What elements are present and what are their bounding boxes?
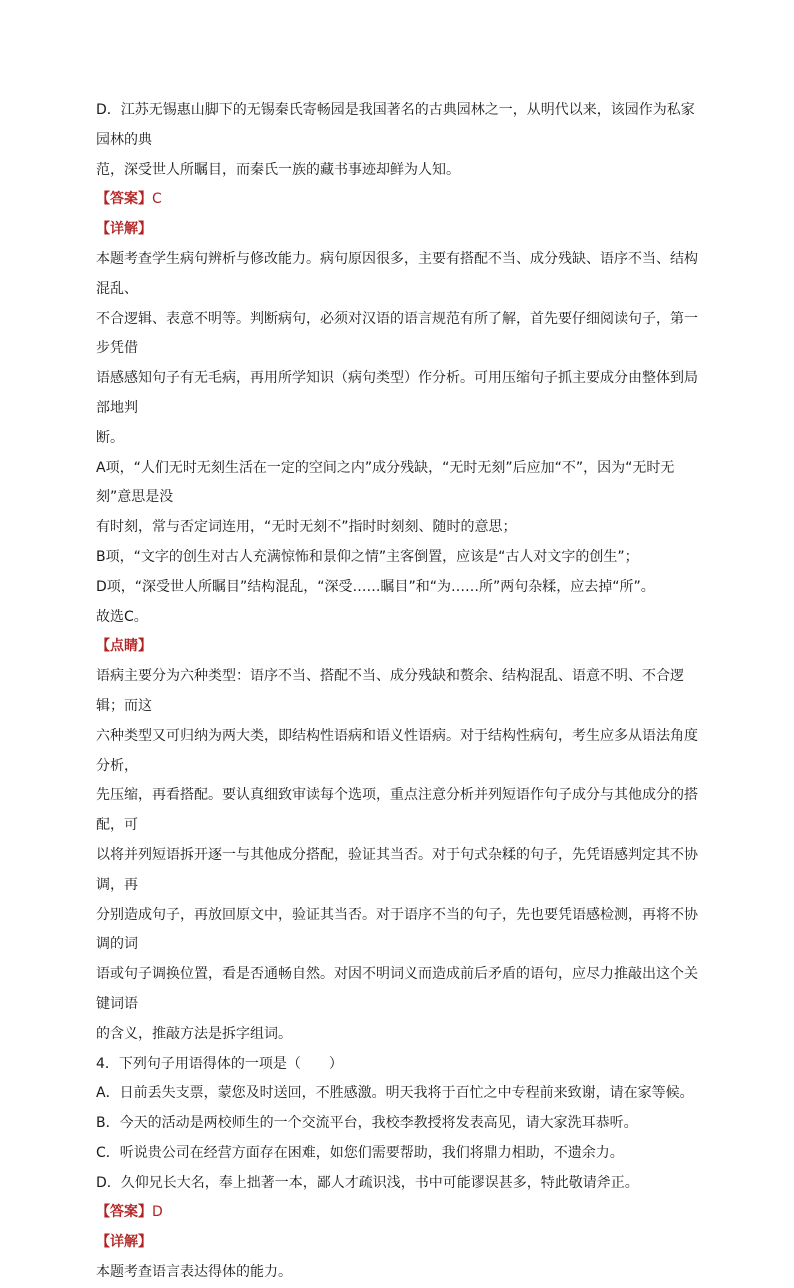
text-line: 语病主要分为六种类型：语序不当、搭配不当、成分残缺和赘余、结构混乱、语意不明、不合逻辑；而这 [96, 668, 684, 714]
text-line: D．江苏无锡惠山脚下的无锡秦氏寄畅园是我国著名的古典园林之一，从明代以来，该园作为私家园林的典 [96, 102, 695, 148]
text-line: 断。 [96, 429, 124, 446]
q4-explain-intro: 本题考查语言表达得体的能力。 [96, 1264, 292, 1281]
answer-tag: 【答案】 [96, 191, 152, 208]
text-line: 以将并列短语拆开逐一与其他成分搭配，验证其当否。对于句式杂糅的句子，先凭语感判定其不协调，再 [96, 846, 698, 893]
text-line: 有时刻，常与否定词连用，“无时无刻不”指时时刻刻、随时的意思； [96, 519, 517, 536]
text-line: 范，深受世人所瞩目，而秦氏一族的藏书事迹却鲜为人知。 [96, 161, 460, 178]
q4-explain-tag: 【详解】 [96, 1234, 152, 1251]
text-line: 的含义，推敲方法是拆字组词。 [96, 1025, 292, 1042]
answer-value: D [152, 1204, 163, 1221]
q3-point [96, 662, 708, 1049]
answer-tag: 【答案】 [96, 1204, 152, 1221]
q3-option-d [96, 96, 708, 185]
option-b: B．今天的活动是两校师生的一个交流平台，我校李教授将发表高见，请大家洗耳恭听。 [96, 1115, 638, 1132]
text-line: A项，“人们无时无刻生活在一定的空间之内”成分残缺，“无时无刻”后应加“不”，因为“无时无刻”意思是没 [96, 459, 675, 506]
q4-options [96, 1079, 708, 1198]
option-d: D．久仰兄长大名，奉上拙著一本，鄙人才疏识浅，书中可能谬误甚多，特此敬请斧正。 [96, 1174, 639, 1191]
option-a: A．日前丢失支票，蒙您及时送回，不胜感激。明天我将于百忙之中专程前来致谢，请在家等候。 [96, 1085, 694, 1102]
q3-explain-tag: 【详解】 [96, 221, 152, 238]
q4-answer [96, 1198, 708, 1228]
option-c: C．听说贵公司在经营方面存在困难，如您们需要帮助，我们将鼎力相助，不遗余力。 [96, 1144, 624, 1161]
text-line: 本题考查学生病句辨析与修改能力。病句原因很多，主要有搭配不当、成分残缺、语序不当、结构混乱、 [96, 250, 698, 297]
text-line: 先压缩，再看搭配。要认真细致审读每个选项，重点注意分析并列短语作句子成分与其他成分的搭配，可 [96, 787, 698, 834]
text-line: 故选C。 [96, 608, 148, 625]
q4-question: 4．下列句子用语得体的一项是（ ） [96, 1055, 343, 1072]
text-line: 不合逻辑、表意不明等。判断病句，必须对汉语的语言规范有所了解，首先要仔细阅读句子，第一步凭借 [96, 310, 698, 357]
answer-value: C [152, 191, 162, 208]
text-line: D项，“深受世人所瞩目”结构混乱，“深受……瞩目”和“为……所”两句杂糅，应去掉“所”。 [96, 578, 655, 595]
q3-explanation [96, 245, 708, 632]
text-line: 语或句子调换位置，看是否通畅自然。对因不明词义而造成前后矛盾的语句，应尽力推敲出这个关键词语 [96, 966, 698, 1012]
text-line: B项，“文字的创生对古人充满惊怖和景仰之情”主客倒置，应该是“古人对文字的创生”； [96, 548, 639, 565]
text-line: 六种类型又可归纳为两大类，即结构性语病和语义性语病。对于结构性病句，考生应多从语法角度分析， [96, 727, 698, 774]
text-line: 分别造成句子，再放回原文中，验证其当否。对于语序不当的句子，先也要凭语感检测，再将不协调的词 [96, 906, 698, 953]
text-line: 语感感知句子有无毛病，再用所学知识（病句类型）作分析。可用压缩句子抓主要成分由整体到局部地判 [96, 370, 698, 416]
q3-point-tag: 【点睛】 [96, 638, 152, 655]
q3-answer [96, 185, 708, 215]
